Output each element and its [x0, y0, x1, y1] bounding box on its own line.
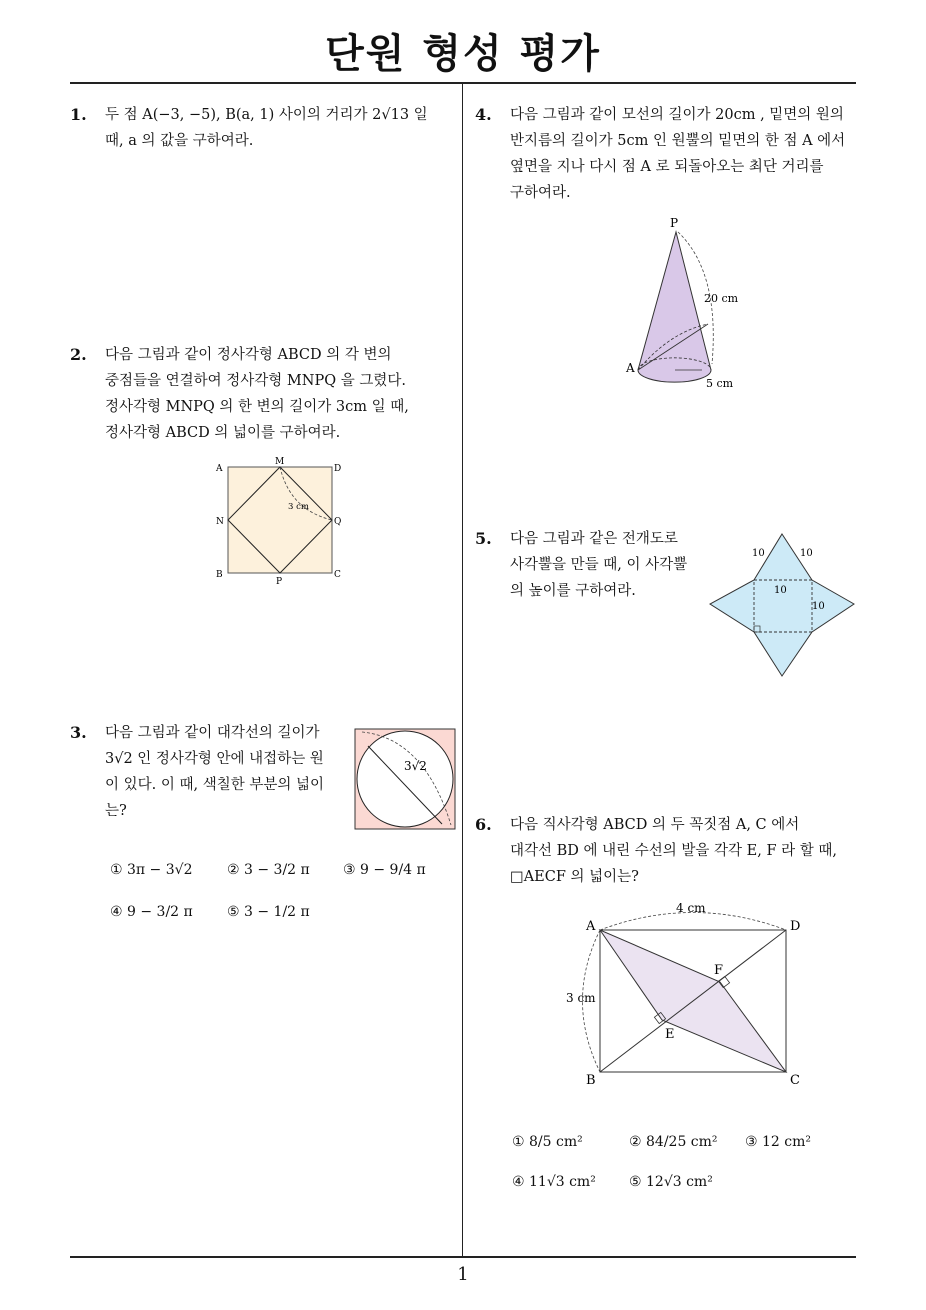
question-number: 6. — [475, 815, 492, 834]
label-edge-4: 10 — [812, 601, 825, 612]
label-M: M — [275, 457, 285, 467]
question-text-line: 다음 그림과 같은 전개도로 — [510, 531, 678, 547]
choice-1[interactable]: ① 3π − 3√2 — [110, 862, 193, 878]
label-B: B — [586, 1073, 596, 1088]
label-slant: 20 cm — [704, 292, 739, 305]
question-text-line: 두 점 A(−3, −5), B(a, 1) 사이의 거리가 2√13 일 — [105, 107, 428, 123]
q2-square-figure — [210, 455, 350, 585]
label-top-length: 4 cm — [676, 901, 706, 915]
label-A: A — [216, 464, 223, 474]
question-text-line: 구하여라. — [510, 185, 571, 201]
choice-2[interactable]: ② 3 − 3/2 π — [227, 862, 310, 878]
choice-4[interactable]: ④ 11√3 cm² — [512, 1174, 596, 1190]
label-side-length: 3 cm — [566, 991, 596, 1005]
question-text-line: 의 높이를 구하여라. — [510, 583, 636, 599]
label-radius: 5 cm — [706, 377, 734, 390]
choice-5[interactable]: ⑤ 12√3 cm² — [629, 1174, 713, 1190]
label-diagonal: 3√2 — [404, 759, 427, 773]
choice-1[interactable]: ① 8/5 cm² — [512, 1134, 583, 1150]
question-text-line: □AECF 의 넓이는? — [510, 869, 639, 885]
question-text-line: 정사각형 ABCD 의 넓이를 구하여라. — [105, 425, 341, 441]
label-N: N — [216, 517, 224, 527]
label-A: A — [586, 919, 596, 934]
question-number: 3. — [70, 723, 87, 742]
label-Q: Q — [334, 517, 342, 527]
label-P: P — [276, 577, 283, 585]
label-edge-2: 10 — [800, 548, 813, 559]
page-title: 단원 형성 평가 — [325, 31, 601, 77]
q6-rectangle-figure — [560, 900, 810, 1090]
question-number: 1. — [70, 105, 87, 124]
label-F: F — [714, 963, 724, 978]
label-P: P — [670, 216, 679, 230]
bottom-rule — [70, 1256, 856, 1258]
q4-cone-figure — [620, 212, 760, 398]
question-text-line: 는? — [105, 803, 127, 819]
question-text-line: 다음 그림과 같이 모선의 길이가 20cm , 밑면의 원의 — [510, 107, 844, 123]
label-E: E — [665, 1027, 675, 1042]
question-text-line: 3√2 인 정사각형 안에 내접하는 원 — [105, 751, 324, 767]
label-C: C — [334, 570, 341, 580]
choice-2[interactable]: ② 84/25 cm² — [629, 1134, 718, 1150]
question-text-line: 다음 그림과 같이 대각선의 길이가 — [105, 725, 320, 741]
question-text-line: 다음 직사각형 ABCD 의 두 꼭짓점 A, C 에서 — [510, 817, 800, 833]
label-B: B — [216, 570, 223, 580]
label-D: D — [334, 464, 342, 474]
label-C: C — [790, 1073, 800, 1088]
choice-5[interactable]: ⑤ 3 − 1/2 π — [227, 904, 310, 920]
q3-circle-figure — [354, 728, 456, 830]
top-rule — [70, 82, 856, 84]
question-text-line: 사각뿔을 만들 때, 이 사각뿔 — [510, 557, 688, 573]
question-number: 4. — [475, 105, 492, 124]
label-edge-3: 10 — [774, 585, 787, 596]
choice-3[interactable]: ③ 9 − 9/4 π — [343, 862, 426, 878]
column-divider — [462, 84, 463, 1256]
question-number: 5. — [475, 529, 492, 548]
q5-net-figure — [706, 530, 858, 680]
choice-4[interactable]: ④ 9 − 3/2 π — [110, 904, 193, 920]
question-text-line: 정사각형 MNPQ 의 한 변의 길이가 3cm 일 때, — [105, 399, 409, 415]
question-text-line: 옆면을 지나 다시 점 A 로 되돌아오는 최단 거리를 — [510, 159, 824, 175]
question-text-line: 때, a 의 값을 구하여라. — [105, 133, 254, 149]
label-edge-1: 10 — [752, 548, 765, 559]
question-text-line: 다음 그림과 같이 정사각형 ABCD 의 각 변의 — [105, 347, 392, 363]
label-A: A — [626, 361, 635, 375]
page-number: 1 — [457, 1264, 469, 1285]
question-text-line: 이 있다. 이 때, 색칠한 부분의 넓이 — [105, 777, 324, 793]
label-D: D — [790, 919, 801, 934]
question-text-line: 중점들을 연결하여 정사각형 MNPQ 을 그렸다. — [105, 373, 406, 389]
choice-3[interactable]: ③ 12 cm² — [745, 1134, 811, 1150]
question-text-line: 반지름의 길이가 5cm 인 원뿔의 밑면의 한 점 A 에서 — [510, 133, 846, 149]
question-text-line: 대각선 BD 에 내린 수선의 발을 각각 E, F 라 할 때, — [510, 843, 837, 859]
label-length: 3 cm — [288, 502, 309, 512]
question-number: 2. — [70, 345, 87, 364]
